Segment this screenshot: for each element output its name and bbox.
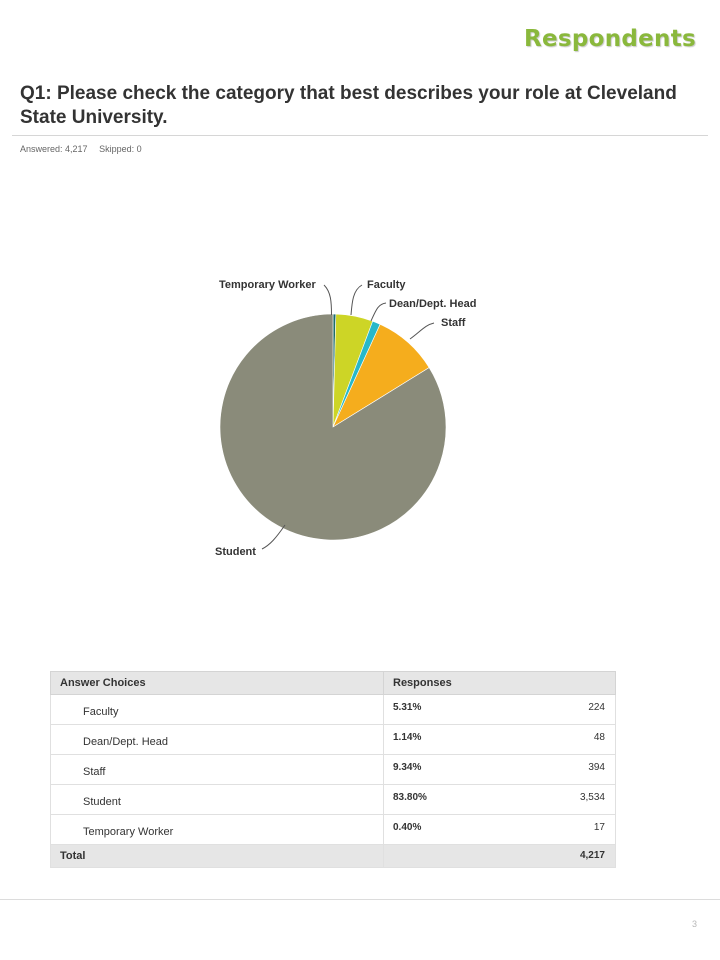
leader-line-student (262, 525, 285, 549)
response-percent: 5.31% (393, 702, 422, 713)
response-cell (384, 725, 616, 755)
slice-label-dean: Dean/Dept. Head (389, 298, 477, 310)
section-title: Respondents (523, 26, 696, 52)
answer-choice: Student (51, 785, 384, 815)
response-count: 48 (593, 732, 605, 743)
answer-choice: Temporary Worker (51, 815, 384, 845)
column-header-responses: Responses (384, 672, 616, 695)
answer-choice: Dean/Dept. Head (51, 725, 384, 755)
table-row (51, 695, 616, 725)
pie-slices (220, 314, 446, 540)
slice-label-temporary-worker: Temporary Worker (219, 279, 316, 291)
response-percent: 0.40% (393, 822, 422, 833)
response-count: 17 (593, 822, 605, 833)
table-header-row (51, 672, 616, 695)
leader-line-staff (410, 323, 434, 339)
column-header-choices: Answer Choices (51, 672, 384, 695)
response-summary (20, 144, 142, 154)
response-percent: 1.14% (393, 732, 422, 743)
response-percent: 83.80% (393, 792, 427, 803)
table-total-row (51, 845, 616, 868)
slice-label-staff: Staff (441, 317, 466, 329)
response-percent: 9.34% (393, 762, 422, 773)
response-cell (384, 695, 616, 725)
total-label: Total (51, 845, 384, 868)
table-row (51, 785, 616, 815)
table-row (51, 755, 616, 785)
leader-line-faculty (351, 285, 362, 315)
total-cell (384, 845, 616, 868)
answer-choice: Staff (51, 755, 384, 785)
total-count: 4,217 (579, 850, 605, 861)
response-count: 3,534 (579, 792, 605, 803)
response-count: 394 (588, 762, 605, 773)
results-table (50, 671, 616, 868)
answer-choice: Faculty (51, 695, 384, 725)
leader-line-dean (371, 303, 386, 321)
pie-chart (200, 262, 520, 562)
footer-divider (0, 899, 720, 900)
response-count: 224 (588, 702, 605, 713)
slice-label-faculty: Faculty (367, 279, 406, 291)
leader-line-temporary-worker (324, 285, 332, 315)
table-row (51, 725, 616, 755)
divider (12, 135, 708, 136)
answered-count: Answered: 4,217 (20, 144, 88, 154)
response-cell (384, 815, 616, 845)
slice-label-student: Student (215, 546, 256, 558)
question-text: Q1: Please check the category that best describes your role at Cleveland State University. (20, 83, 677, 128)
table-row (51, 815, 616, 845)
skipped-count: Skipped: 0 (99, 144, 142, 154)
page-number: 3 (691, 919, 697, 929)
response-cell (384, 755, 616, 785)
response-cell (384, 785, 616, 815)
